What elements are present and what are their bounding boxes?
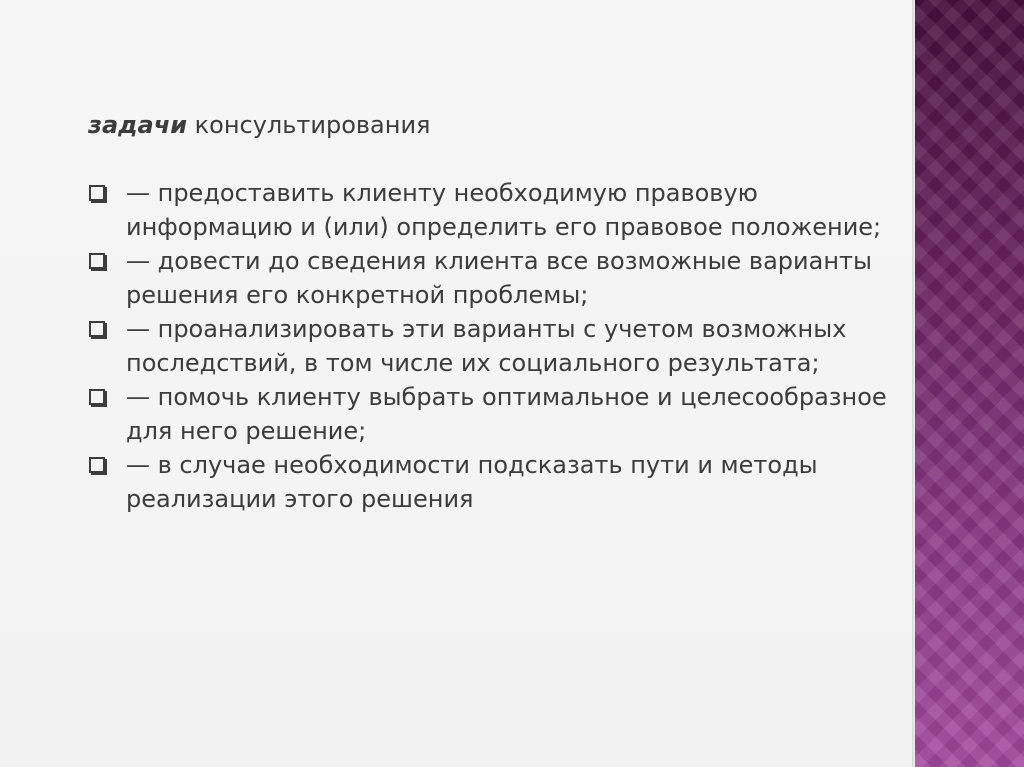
list-item bbox=[88, 312, 888, 380]
list-item-text: — довести до сведения клиента все возможные варианты решения его конкретной проблемы; bbox=[126, 247, 872, 309]
checkbox-icon bbox=[89, 389, 105, 405]
checkbox-icon bbox=[89, 457, 105, 473]
decorative-side-panel bbox=[915, 0, 1024, 767]
list-item-text: — предоставить клиенту необходимую правовую информацию и (или) определить его правовое положение; bbox=[126, 179, 882, 241]
slide-content bbox=[88, 108, 888, 516]
list-item bbox=[88, 176, 888, 244]
heading-rest: консультирования bbox=[187, 111, 431, 139]
list-item-text: — проанализировать эти варианты с учетом возможных последствий, в том числе их социального результата; bbox=[126, 315, 847, 377]
list-item bbox=[88, 380, 888, 448]
checkbox-icon bbox=[89, 321, 105, 337]
list-item bbox=[88, 244, 888, 312]
task-list bbox=[88, 176, 888, 516]
slide-heading bbox=[88, 108, 888, 142]
checkbox-icon bbox=[89, 253, 105, 269]
checkbox-icon bbox=[89, 185, 105, 201]
list-item-text: — помочь клиенту выбрать оптимальное и целесообразное для него решение; bbox=[126, 383, 887, 445]
heading-emphasis: задачи bbox=[88, 111, 188, 139]
list-item-text: — в случае необходимости подсказать пути и методы реализации этого решения bbox=[126, 451, 818, 513]
list-item bbox=[88, 448, 888, 516]
